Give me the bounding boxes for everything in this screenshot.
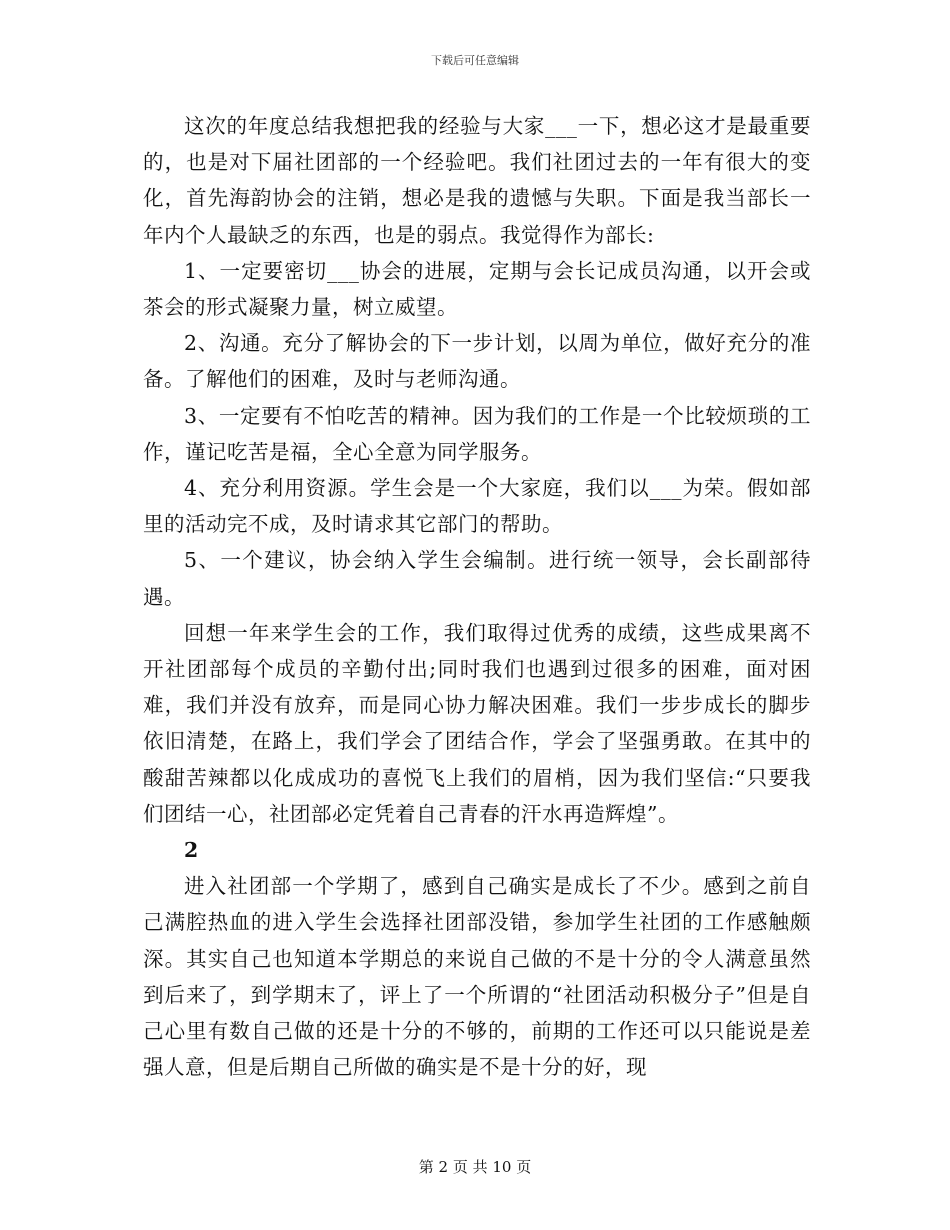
page-header: 下载后可任意编辑 (431, 54, 519, 67)
paragraph-intro: 这次的年度总结我想把我的经验与大家___一下，想必这才是最重要的，也是对下届社团部的一个经验吧。我们社团过去的一年有很大的变化，首先海韵协会的注销，想必是我的遗憾与失职。下面是我当部长一年内个人最缺乏的东西，也是的弱点。我觉得作为部长: (143, 114, 811, 247)
paragraph-point-4: 4、充分利用资源。学生会是一个大家庭，我们以___为荣。假如部里的活动完不成，及时请求其它部门的帮助。 (143, 476, 811, 537)
paragraph-point-1: 1、一定要密切___协会的进展，定期与会长记成员沟通，以开会或茶会的形式凝聚力量，树立威望。 (143, 258, 811, 320)
paragraph-point-2: 2、沟通。充分了解协会的下一步计划，以周为单位，做好充分的准备。了解他们的困难，及时与老师沟通。 (143, 331, 811, 392)
page-footer: 第 2 页 共 10 页 (418, 1158, 532, 1176)
section-number: 2 (184, 838, 199, 863)
paragraph-review: 回想一年来学生会的工作，我们取得过优秀的成绩，这些成果离不开社团部每个成员的辛勤付出;同时我们也遇到过很多的困难，面对困难，我们并没有放弃，而是同心协力解决困难。我们一步步成长的脚步依旧清楚，在路上，我们学会了团结合作，学会了坚强勇敢。在其中的酸甜苦辣都以化成成功的喜悦飞上我们的眉梢，因为我们坚信:“只要我们团结一心，社团部必定凭着自己青春的汗水再造辉煌”。 (143, 620, 811, 826)
document-body (143, 108, 811, 1085)
paragraph-point-5: 5、一个建议，协会纳入学生会编制。进行统一领导，会长副部待遇。 (143, 548, 811, 609)
paragraph-point-3: 3、一定要有不怕吃苦的精神。因为我们的工作是一个比较烦琐的工作，谨记吃苦是福，全心全意为同学服务。 (143, 403, 811, 464)
paragraph-section-2: 进入社团部一个学期了，感到自己确实是成长了不少。感到之前自己满腔热血的进入学生会选择社团部没错，参加学生社团的工作感触颇深。其实自己也知道本学期总的来说自己做的不是十分的令人满意虽然到后来了，到学期末了，评上了一个所谓的“社团活动积极分子”但是自己心里有数自己做的还是十分的不够的，前期的工作还可以只能说是差强人意，但是后期自己所做的确实是不是十分的好，现 (143, 874, 811, 1080)
